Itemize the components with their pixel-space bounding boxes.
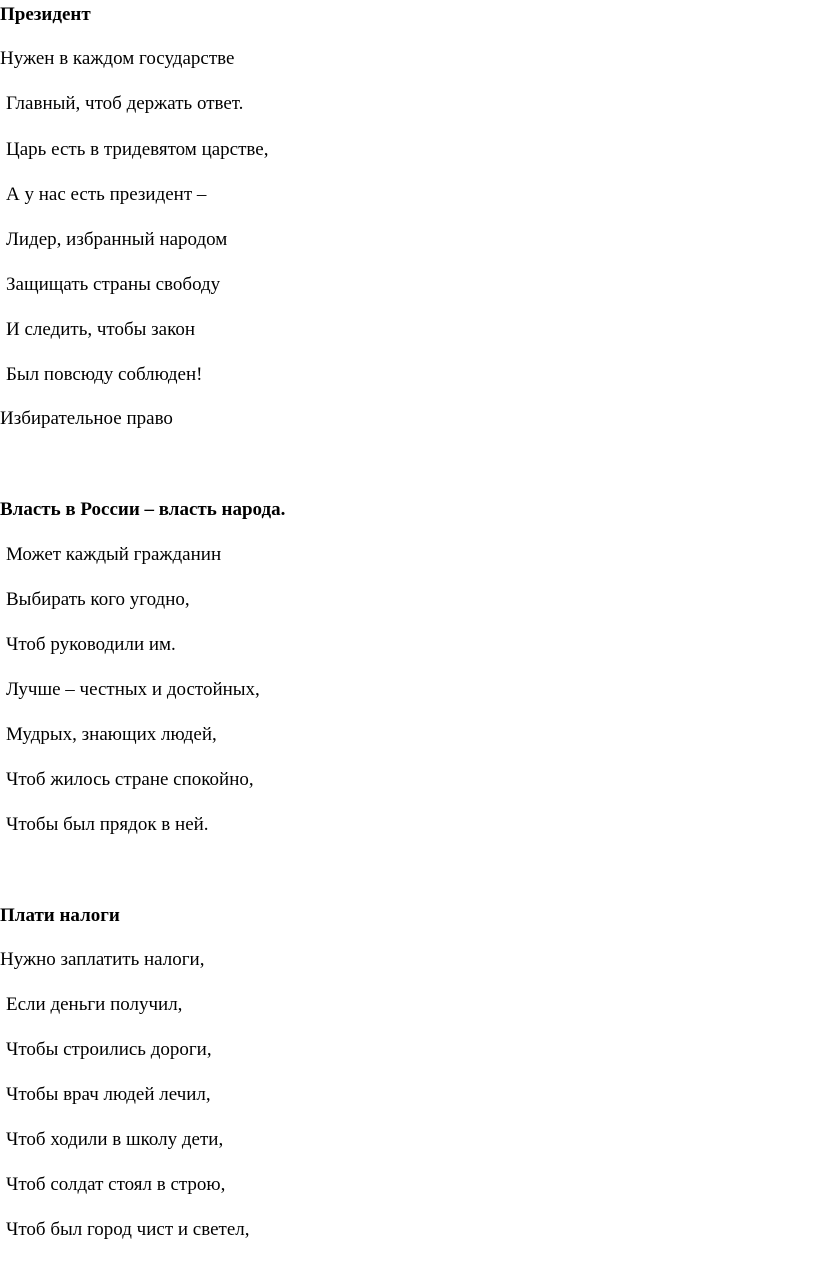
poem-line: Чтоб солдат стоял в строю,: [6, 1174, 226, 1195]
poem-line: Лучше – честных и достойных,: [6, 679, 260, 700]
poem-line: Мудрых, знающих людей,: [6, 724, 217, 745]
poem-line: Главный, чтоб держать ответ.: [6, 93, 244, 114]
poem-line: Если деньги получил,: [6, 994, 183, 1015]
poem-line: Чтоб был город чист и светел,: [6, 1219, 250, 1240]
poem-title: Власть в России – власть народа.: [0, 499, 286, 520]
poem-line: Может каждый гражданин: [6, 544, 222, 565]
poem-line: Чтоб ходили в школу дети,: [6, 1129, 224, 1150]
poem-line: Чтобы врач людей лечил,: [6, 1084, 211, 1105]
poem-line: Чтобы был прядок в ней.: [6, 814, 209, 835]
poem-line: И следить, чтобы закон: [6, 319, 196, 340]
poem-line: Лидер, избранный народом: [6, 229, 228, 250]
poem-line: Был повсюду соблюден!: [6, 364, 203, 385]
poem-title: Президент: [0, 4, 91, 25]
poem-line: А у нас есть президент –: [6, 184, 207, 205]
poem-line: Царь есть в тридевятом царстве,: [6, 139, 269, 160]
poem-line: Нужен в каждом государстве: [0, 48, 235, 69]
section-heading: Избирательное право: [0, 408, 173, 429]
poem-title: Плати налоги: [0, 905, 120, 926]
poem-line: Чтоб руководили им.: [6, 634, 176, 655]
poem-line: Выбирать кого угодно,: [6, 589, 190, 610]
poem-line: Чтобы строились дороги,: [6, 1039, 212, 1060]
poem-line: Защищать страны свободу: [6, 274, 221, 295]
poem-line: Нужно заплатить налоги,: [0, 949, 205, 970]
poem-line: Чтоб жилось стране спокойно,: [6, 769, 254, 790]
